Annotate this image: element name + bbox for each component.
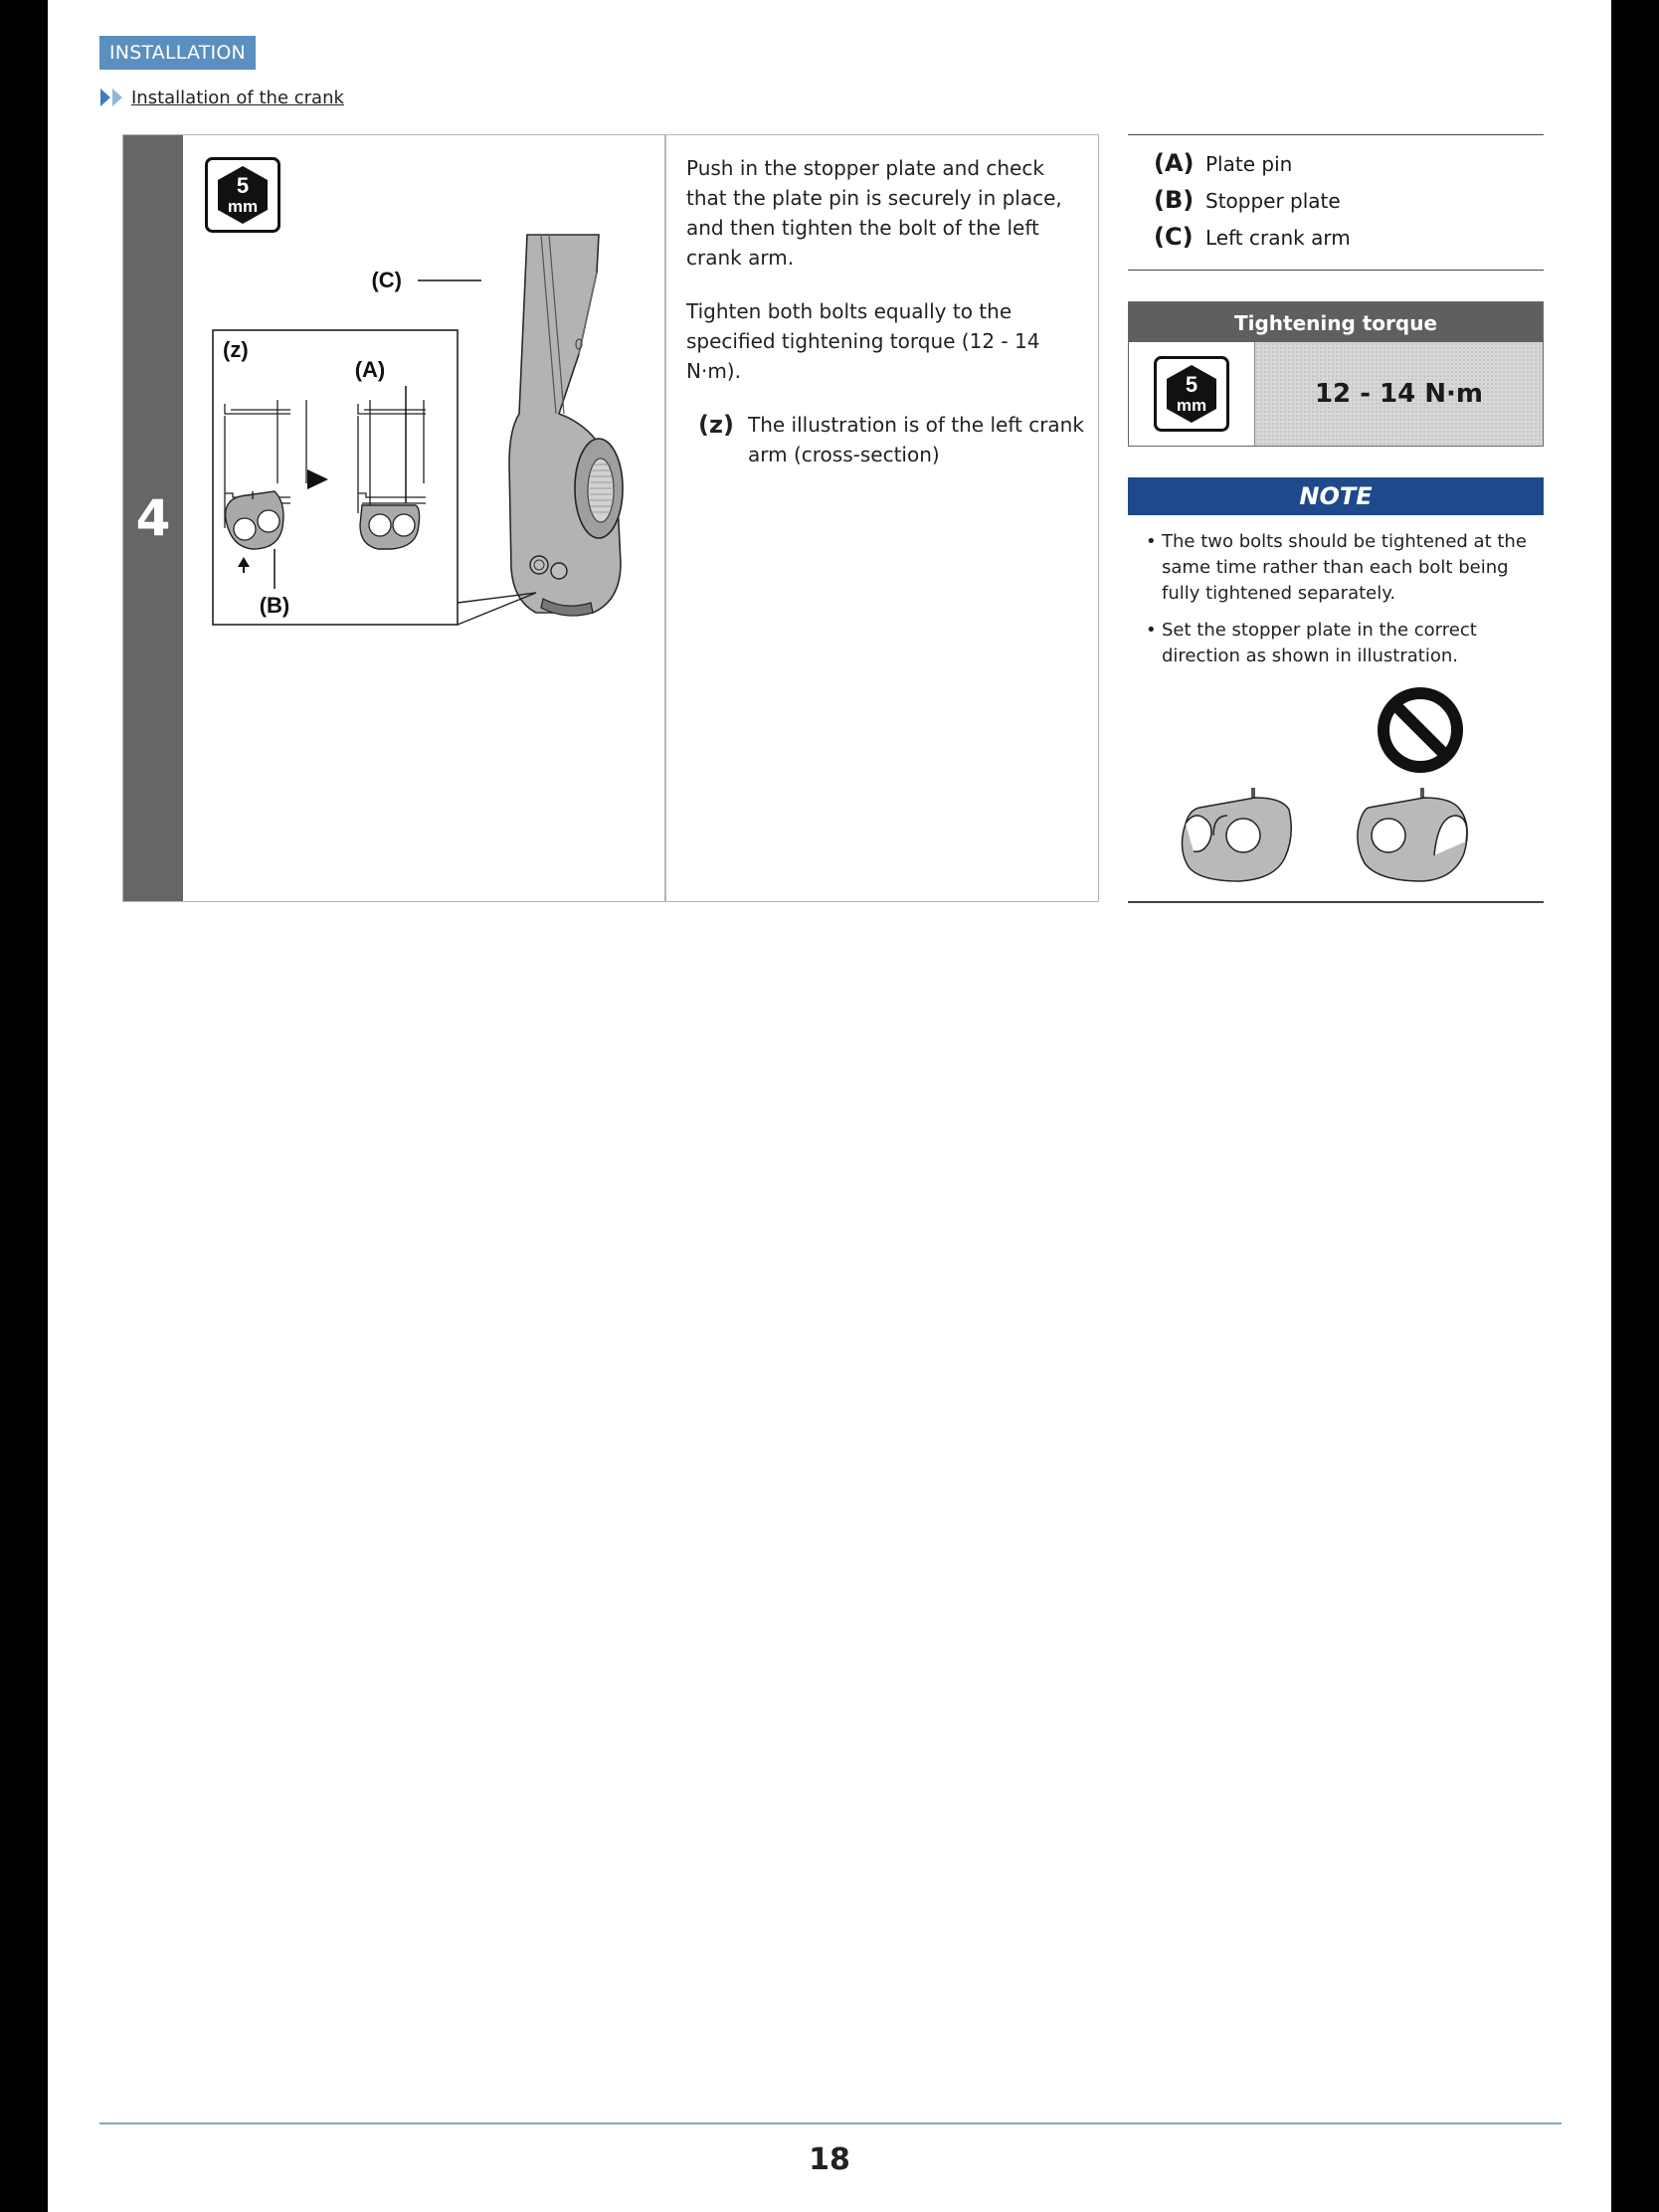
tool-size-value: 5	[1185, 372, 1198, 397]
note-item: • Set the stopper plate in the correct direction as shown in illustration.	[1146, 618, 1540, 669]
breadcrumb-link[interactable]: Installation of the crank	[131, 87, 344, 108]
tool-size-value: 5	[236, 173, 250, 198]
manual-page	[48, 0, 1611, 2212]
double-chevron-right-icon	[99, 87, 125, 108]
column-divider	[664, 135, 666, 901]
instruction-paragraph: Tighten both bolts equally to the specified tightening torque (12 - 14 N·m).	[686, 299, 1040, 383]
instruction-paragraph: Push in the stopper plate and check that the plate pin is securely in place, and then tighten the bolt of the left crank arm.	[686, 156, 1062, 270]
step-panel	[122, 134, 1099, 902]
legend-item	[1154, 223, 1544, 260]
stopper-plate-orientation-illustration	[1128, 676, 1544, 901]
legend-value: Left crank arm	[1205, 226, 1351, 250]
note-list	[1146, 529, 1540, 680]
breadcrumb[interactable]	[99, 84, 344, 111]
page-number: 18	[809, 2142, 850, 2177]
torque-value: 12 - 14 N·m	[1255, 342, 1543, 446]
callout-z: (z)	[223, 337, 249, 362]
stopper-plate-correct	[1182, 788, 1291, 881]
legend-value: Stopper plate	[1205, 189, 1341, 213]
hex-wrench-5mm-icon	[1154, 356, 1229, 432]
tool-size-unit: mm	[1176, 396, 1207, 415]
legend-item	[1154, 149, 1544, 186]
note-item: • The two bolts should be tightened at the same time rather than each bolt being fully tightened separately.	[1146, 529, 1540, 607]
callout-b: (B)	[259, 593, 290, 618]
instructions	[686, 153, 1084, 469]
tool-size-unit: mm	[227, 197, 259, 216]
step-number: 4	[123, 135, 183, 901]
legend-value: Plate pin	[1205, 152, 1293, 176]
callout-c: (C)	[371, 268, 402, 292]
prohibition-icon	[1383, 693, 1457, 767]
torque-header: Tightening torque	[1129, 302, 1543, 342]
legend-item	[1154, 186, 1544, 223]
parts-legend	[1128, 134, 1544, 271]
stopper-plate-wrong	[1358, 788, 1467, 881]
torque-tool-cell	[1129, 342, 1255, 446]
illustration-note	[698, 410, 1084, 469]
illustration-note-text: The illustration is of the left crank arm (cross-section)	[748, 413, 1084, 466]
crank-illustration	[183, 135, 664, 901]
legend-key: (A)	[1154, 149, 1195, 177]
callout-a: (A)	[354, 357, 386, 382]
crank-arm-drawing	[183, 135, 664, 901]
illustration-note-label: (z)	[698, 411, 734, 439]
section-badge: INSTALLATION	[99, 36, 256, 70]
legend-key: (C)	[1154, 223, 1194, 251]
footer-divider	[99, 2122, 1562, 2124]
torque-table	[1128, 301, 1544, 447]
note-title: NOTE	[1128, 477, 1544, 515]
note-divider	[1128, 901, 1544, 903]
legend-key: (B)	[1154, 186, 1195, 214]
